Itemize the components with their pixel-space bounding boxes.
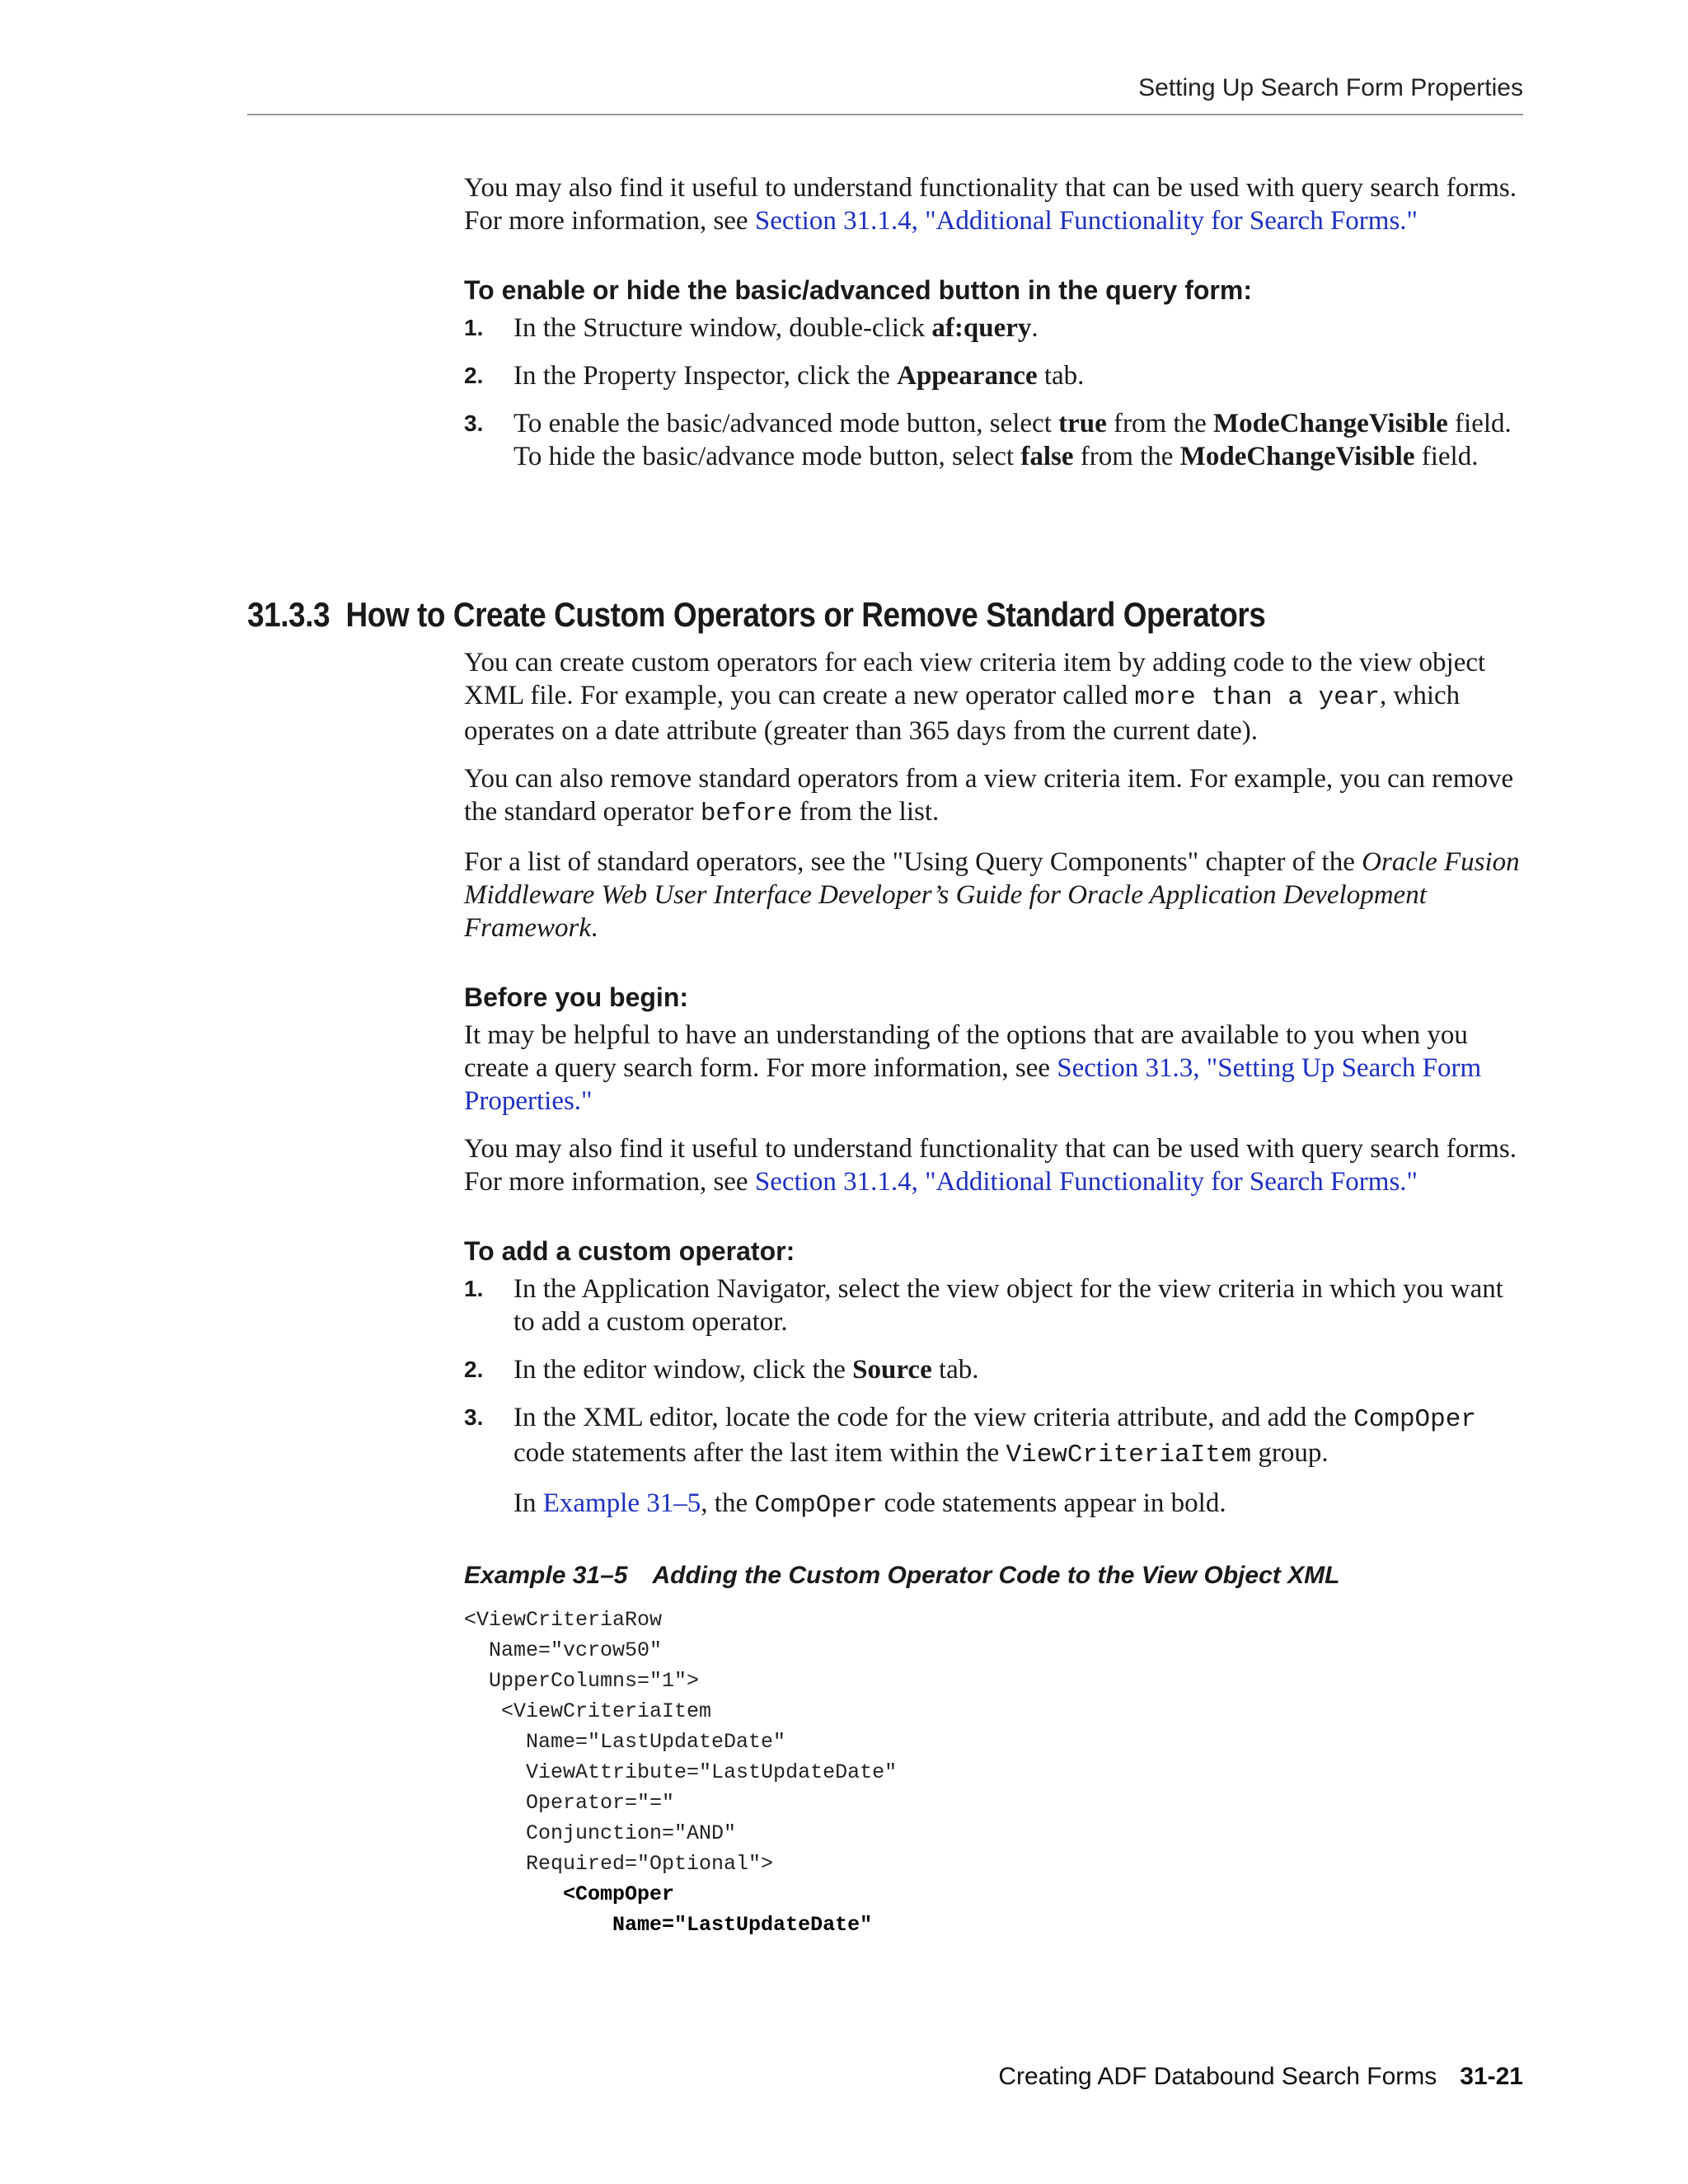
step-number: 2. <box>464 1357 484 1382</box>
procedure-steps-basic-advanced <box>464 312 1523 473</box>
list-item <box>464 312 1523 344</box>
running-title: Setting Up Search Form Properties <box>1138 74 1523 101</box>
page-number: 31-21 <box>1460 2063 1523 2090</box>
xref-link-example[interactable]: Example 31–5 <box>542 1488 701 1518</box>
step-text: In the XML editor, locate the code for the view criteria attribute, and add the CompOper code statements after the last item within the ViewCriteriaItem group. <box>513 1403 1476 1469</box>
intro-text: You may also find it useful to understand functionality that can be used with query search forms. For more information, see <box>464 173 1517 236</box>
section-number: 31.3.3 <box>247 595 331 634</box>
step-text: In the Property Inspector, click the Appearance tab. <box>513 361 1085 391</box>
inline-code: before <box>700 799 793 828</box>
xref-link-additional-functionality-2[interactable]: Section 31.1.4, "Additional Functionality for Search Forms." <box>754 1167 1418 1197</box>
section-title: How to Create Custom Operators or Remove Standard Operators <box>345 595 1266 634</box>
list-item <box>464 1272 1523 1338</box>
example-number: Example 31–5 <box>464 1562 628 1589</box>
step-text: In the editor window, click the Source tab. <box>513 1355 979 1385</box>
code-example: <ViewCriteriaRow Name="vcrow50" UpperColumns="1"> <ViewCriteriaItem Name="LastUpdateDate" ViewAttribute="LastUpdateDate" Operator="=" Conjunction="AND" Required="Optional"> <CompOper Name="LastUpdateDate" <box>464 1608 898 1937</box>
procedure-heading-custom-operator: To add a custom operator: <box>464 1236 795 1266</box>
section-paragraph-1: You can create custom operators for each view criteria item by adding code to the view object XML file. For example, you can create a new operator called more than a year, which operates on a date attribute (greater than 365 days from the current date). <box>464 648 1486 746</box>
procedure-heading-basic-advanced: To enable or hide the basic/advanced button in the query form: <box>464 275 1252 305</box>
page-footer <box>998 2063 1523 2091</box>
list-item <box>464 407 1523 473</box>
footer-chapter-title: Creating ADF Databound Search Forms <box>998 2063 1437 2090</box>
book-title: Oracle Fusion Middleware Web User Interface Developer’s Guide for Oracle Application Development Framework <box>464 847 1520 943</box>
step-text: To enable the basic/advanced mode button, select true from the ModeChangeVisible field. To hide the basic/advance mode button, select false from the ModeChangeVisible field. <box>513 409 1512 471</box>
step-number: 2. <box>464 363 484 388</box>
running-header <box>247 74 1523 115</box>
step-number: 3. <box>464 410 484 436</box>
before-you-begin-heading: Before you begin: <box>464 982 689 1012</box>
step3-subparagraph: In Example 31–5, the CompOper code statements appear in bold. <box>513 1488 1226 1520</box>
inline-code: more than a year <box>1134 683 1380 712</box>
intro-paragraph <box>464 171 1523 237</box>
example-title <box>464 1562 1523 1590</box>
step-number: 3. <box>464 1404 484 1430</box>
list-item <box>464 1401 1523 1472</box>
xref-link-additional-functionality[interactable]: Section 31.1.4, "Additional Functionality for Search Forms." <box>754 206 1418 236</box>
procedure-steps-custom-operator <box>464 1272 1523 1472</box>
step-number: 1. <box>464 1276 484 1301</box>
example-caption: Adding the Custom Operator Code to the View Object XML <box>652 1562 1340 1589</box>
list-item <box>464 359 1523 392</box>
step-text: In the Structure window, double-click af:query. <box>513 313 1039 343</box>
before-paragraph-1: It may be helpful to have an understanding of the options that are available to you when you create a query search form. For more information, see Section 31.3, "Setting Up Search Form Properties." <box>464 1020 1482 1116</box>
step-text: In the Application Navigator, select the view object for the view criteria in which you want to add a custom operator. <box>513 1274 1503 1337</box>
section-paragraph-3: For a list of standard operators, see the "Using Query Components" chapter of the Oracle Fusion Middleware Web User Interface Developer’s Guide for Oracle Application Development Framework. <box>464 847 1520 943</box>
step-number: 1. <box>464 315 484 340</box>
section-paragraph-2: You can also remove standard operators from a view criteria item. For example, you can remove the standard operator before from the list. <box>464 764 1514 828</box>
section-heading <box>247 595 1265 635</box>
before-paragraph-2: You may also find it useful to understand functionality that can be used with query search forms. For more information, see Section 31.1.4, "Additional Functionality for Search Forms." <box>464 1134 1517 1197</box>
section-content <box>464 646 1523 1940</box>
intro-content <box>464 171 1523 488</box>
xref-link-setting-up-search-form[interactable]: Section 31.3, "Setting Up Search Form Properties." <box>464 1053 1482 1116</box>
list-item <box>464 1353 1523 1386</box>
